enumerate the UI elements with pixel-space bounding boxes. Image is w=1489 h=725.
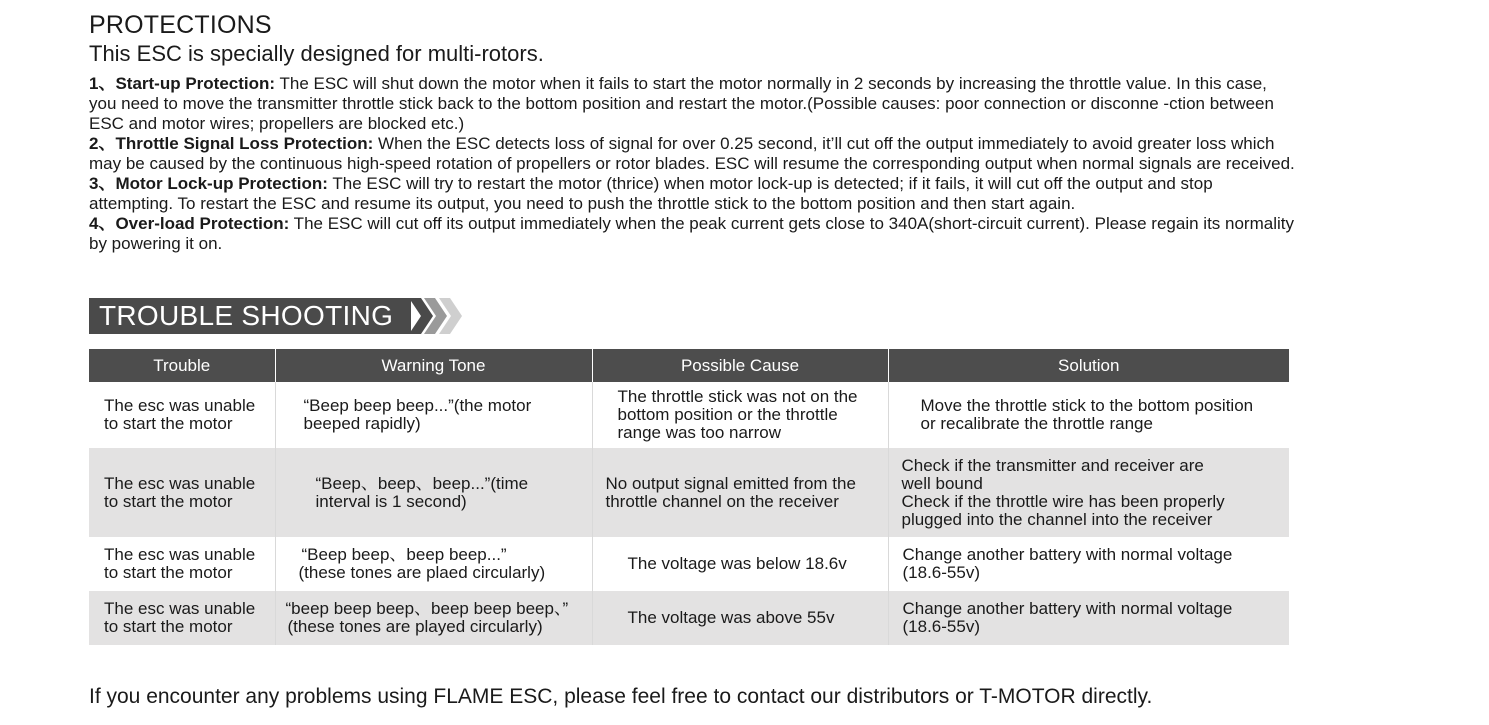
chevrons-icon <box>409 298 469 334</box>
protection-item <box>89 134 1299 174</box>
table-row <box>89 537 1289 591</box>
protection-label: 3、Motor Lock-up Protection: <box>89 174 328 193</box>
protection-text: When the ESC detects loss of signal for over 0.25 second, it’ll cut off the output immediately to avoid greater loss which may be caused by the continuous high-speed rotation of propellers or rotor blades. ESC will resume the corresponding output when normal signals are received. <box>89 134 1295 173</box>
cell-solution: Check if the transmitter and receiver are well bound Check if the throttle wire has been properly plugged into the channel into the receiver <box>888 448 1289 537</box>
cell-tone: “Beep、beep、beep...”(time interval is 1 second) <box>275 448 592 537</box>
table-row <box>89 591 1289 645</box>
cell-cause: The throttle stick was not on the bottom position or the throttle range was too narrow <box>592 382 888 448</box>
protections-list <box>89 74 1299 254</box>
cell-cause: No output signal emitted from the throttle channel on the receiver <box>592 448 888 537</box>
cell-trouble: The esc was unable to start the motor <box>89 591 275 645</box>
protection-text: The ESC will try to restart the motor (thrice) when motor lock-up is detected; if it fails, it will cut off the output and stop attempting. To restart the ESC and resume its output, you need to push the throttle stick to the bottom position and then start again. <box>89 174 1213 213</box>
protections-heading: PROTECTIONS <box>89 11 272 39</box>
table-row <box>89 382 1289 448</box>
cell-tone: “Beep beep、beep beep...” (these tones are plaed circularly) <box>275 537 592 591</box>
footer-contact-note: If you encounter any problems using FLAME ESC, please feel free to contact our distributors or T-MOTOR directly. <box>89 685 1153 708</box>
cell-trouble: The esc was unable to start the motor <box>89 448 275 537</box>
protection-item <box>89 174 1299 214</box>
col-header-solution: Solution <box>888 349 1289 382</box>
cell-cause: The voltage was below 18.6v <box>592 537 888 591</box>
protection-item <box>89 214 1299 254</box>
protection-label: 1、Start-up Protection: <box>89 74 276 93</box>
table-header-row <box>89 349 1289 382</box>
cell-solution: Change another battery with normal voltage (18.6-55v) <box>888 591 1289 645</box>
troubleshooting-title: TROUBLE SHOOTING <box>89 298 411 334</box>
troubleshooting-banner <box>89 298 469 334</box>
protection-text: The ESC will shut down the motor when it fails to start the motor normally in 2 seconds by increasing the throttle value. In this case, you need to move the transmitter throttle stick back to the bottom position and restart the motor.(Possible causes: poor connection or disconne -ction between ESC and motor wires; propellers are blocked etc.) <box>89 74 1274 133</box>
col-header-trouble: Trouble <box>89 349 275 382</box>
table-row <box>89 448 1289 537</box>
protection-text: The ESC will cut off its output immediately when the peak current gets close to 340A(short-circuit current). Please regain its normality by powering it on. <box>89 214 1294 253</box>
page-content <box>89 10 1309 645</box>
cell-trouble: The esc was unable to start the motor <box>89 382 275 448</box>
cell-trouble: The esc was unable to start the motor <box>89 537 275 591</box>
protection-item <box>89 74 1299 134</box>
col-header-warning-tone: Warning Tone <box>275 349 592 382</box>
protections-subtitle: This ESC is specially designed for multi-rotors. <box>89 41 544 66</box>
cell-solution: Move the throttle stick to the bottom position or recalibrate the throttle range <box>888 382 1289 448</box>
cell-tone: “beep beep beep、beep beep beep、” (these tones are played circularly) <box>275 591 592 645</box>
protection-label: 4、Over-load Protection: <box>89 214 290 233</box>
cell-solution: Change another battery with normal voltage (18.6-55v) <box>888 537 1289 591</box>
troubleshooting-table <box>89 349 1289 645</box>
protection-label: 2、Throttle Signal Loss Protection: <box>89 134 374 153</box>
cell-tone: “Beep beep beep...”(the motor beeped rapidly) <box>275 382 592 448</box>
cell-cause: The voltage was above 55v <box>592 591 888 645</box>
col-header-possible-cause: Possible Cause <box>592 349 888 382</box>
